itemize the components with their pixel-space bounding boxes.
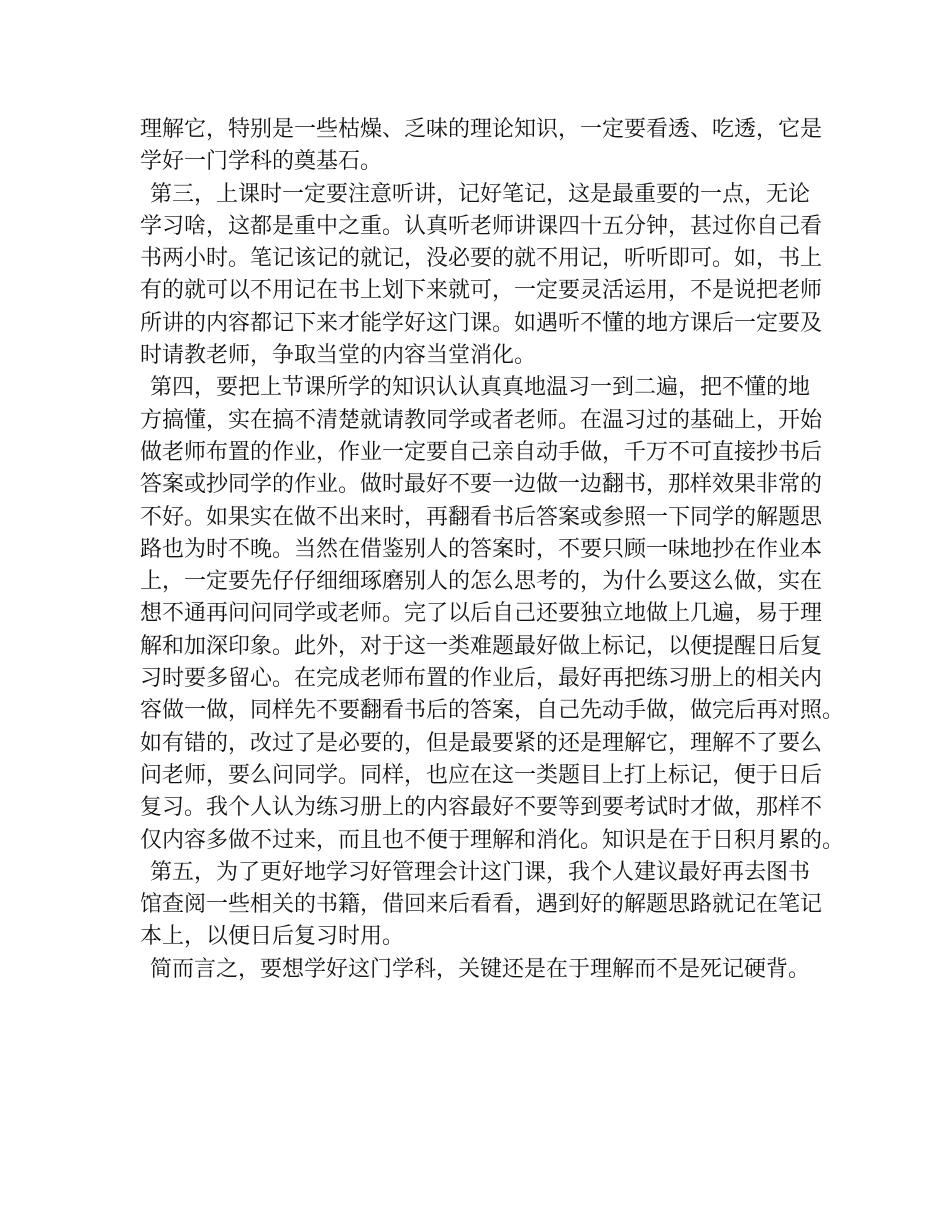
text-line: 时请教老师，争取当堂的内容当堂消化。 xyxy=(140,343,537,369)
text-line: 复习。我个人认为练习册上的内容最好不要等到要考试时才做，那样不 xyxy=(140,795,823,821)
text-line: 学好一门学科的奠基石。 xyxy=(140,149,383,175)
text-line: 如有错的，改过了是必要的，但是最要紧的还是理解它，理解不了要么 xyxy=(140,730,823,756)
text-line: 容做一做，同样先不要翻看书后的答案，自己先动手做，做完后再对照。 xyxy=(140,698,845,724)
text-line: 方搞懂，实在搞不清楚就请教同学或者老师。在温习过的基础上，开始 xyxy=(140,407,823,433)
text-line: 所讲的内容都记下来才能学好这门课。如遇听不懂的地方课后一定要及 xyxy=(140,310,823,336)
text-line: 仅内容多做不过来，而且也不便于理解和消化。知识是在于日积月累的。 xyxy=(140,827,845,853)
text-line: 有的就可以不用记在书上划下来就可，一定要灵活运用，不是说把老师 xyxy=(140,278,823,304)
text-line: 馆查阅一些相关的书籍，借回来后看看，遇到好的解题思路就记在笔记 xyxy=(140,892,823,918)
document-body xyxy=(140,114,845,986)
text-line: 理解它，特别是一些枯燥、乏味的理论知识，一定要看透、吃透，它是 xyxy=(140,117,823,142)
text-line: 第四，要把上节课所学的知识认认真真地温习一到二遍，把不懂的地 xyxy=(150,375,811,401)
text-line: 第三，上课时一定要注意听讲，记好笔记，这是最重要的一点，无论 xyxy=(150,181,811,207)
text-line: 第五，为了更好地学习好管理会计这门课，我个人建议最好再去图书 xyxy=(150,859,811,885)
text-line: 学习啥，这都是重中之重。认真听老师讲课四十五分钟，甚过你自己看 xyxy=(140,213,823,239)
text-line: 不好。如果实在做不出来时，再翻看书后答案或参照一下同学的解题思 xyxy=(140,504,823,530)
text-line: 想不通再问问同学或老师。完了以后自己还要独立地做上几遍，易于理 xyxy=(140,601,823,627)
text-line: 本上，以便日后复习时用。 xyxy=(140,924,405,950)
text-line: 习时要多留心。在完成老师布置的作业后，最好再把练习册上的相关内 xyxy=(140,666,823,692)
text-line: 做老师布置的作业，作业一定要自己亲自动手做，千万不可直接抄书后 xyxy=(140,439,823,465)
text-line: 路也为时不晚。当然在借鉴别人的答案时，不要只顾一味地抄在作业本 xyxy=(140,536,823,562)
text-line: 解和加深印象。此外，对于这一类难题最好做上标记，以便提醒日后复 xyxy=(140,633,823,659)
text-line: 书两小时。笔记该记的就记，没必要的就不用记，听听即可。如，书上 xyxy=(140,246,823,272)
text-line: 问老师，要么问同学。同样，也应在这一类题目上打上标记，便于日后 xyxy=(140,762,823,788)
text-line: 答案或抄同学的作业。做时最好不要一边做一边翻书，那样效果非常的 xyxy=(140,472,823,498)
text-line: 简而言之，要想学好这门学科，关键还是在于理解而不是死记硬背。 xyxy=(150,956,811,982)
text-line: 上，一定要先仔仔细细琢磨别人的怎么思考的，为什么要这么做，实在 xyxy=(140,569,823,595)
